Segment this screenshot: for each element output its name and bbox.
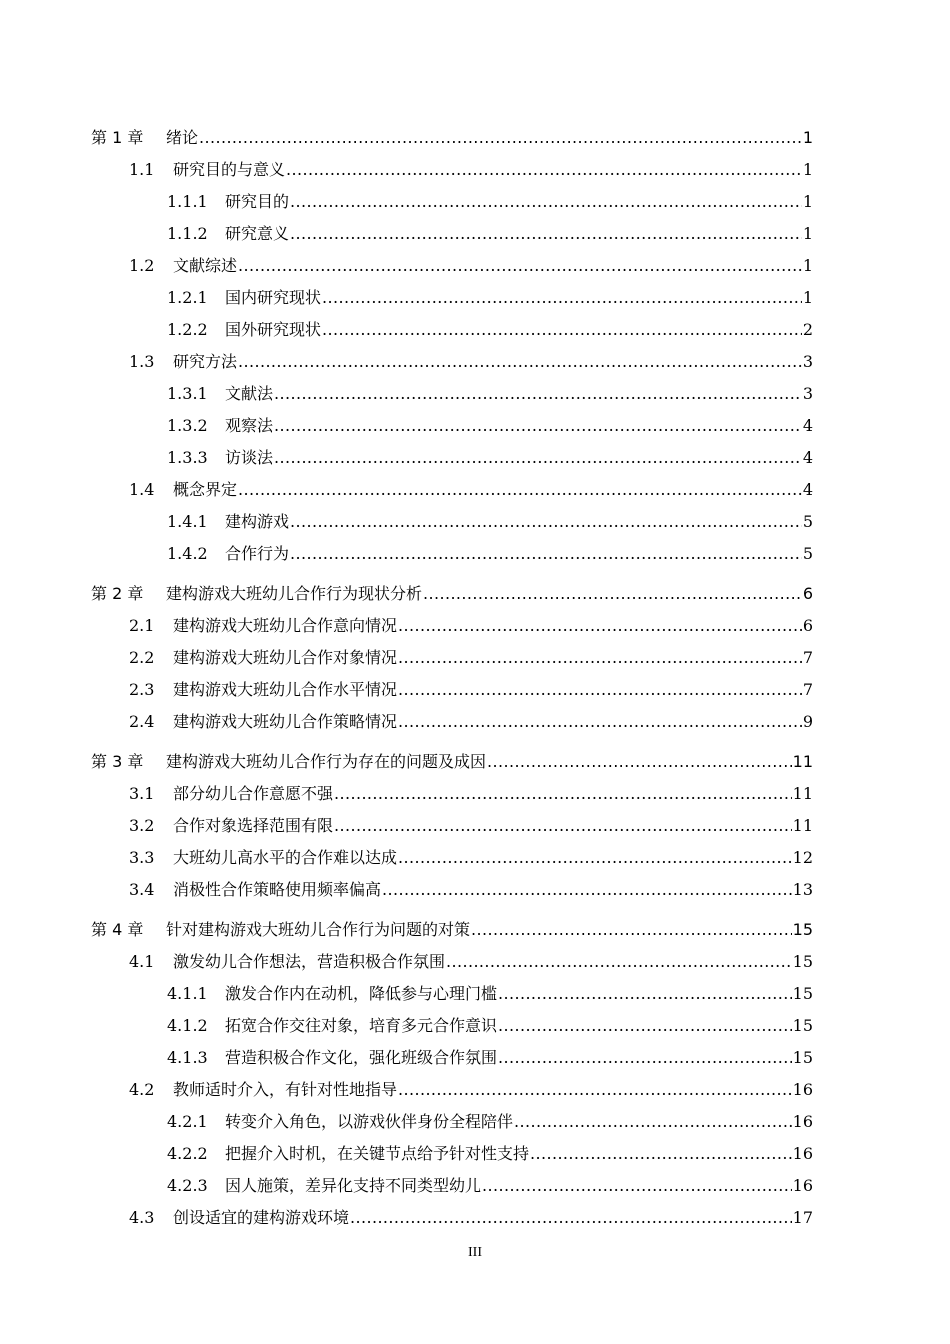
toc-entry-page: 1 [802, 288, 813, 307]
toc-entry-title: 访谈法 [225, 448, 274, 467]
toc-section-entry[interactable] [91, 148, 813, 180]
toc-subsection-entry[interactable] [91, 436, 813, 468]
toc-section-entry[interactable] [91, 668, 813, 700]
toc-entry-page: 4 [802, 448, 813, 467]
toc-entry-number: 1.1.1 [167, 192, 208, 211]
toc-subsection-entry[interactable] [91, 372, 813, 404]
toc-dot-leader [286, 160, 802, 180]
toc-entry-title: 研究目的与意义 [173, 160, 286, 179]
toc-dot-leader [199, 128, 802, 148]
toc-subsection-entry[interactable] [91, 1004, 813, 1036]
toc-entry-title: 合作行为 [225, 544, 290, 563]
toc-dot-leader [398, 648, 802, 668]
toc-entry-number: 4.1 [129, 952, 155, 971]
toc-chapter-entry[interactable] [91, 572, 813, 604]
toc-dot-leader [482, 1176, 792, 1196]
toc-dot-leader [498, 984, 792, 1004]
toc-entry-number: 2.2 [129, 648, 155, 667]
toc-entry-title: 教师适时介入，有针对性地指导 [173, 1080, 398, 1099]
toc-entry-page: 16 [792, 1144, 813, 1163]
toc-entry-title: 国内研究现状 [225, 288, 322, 307]
toc-entry-number: 4.1.1 [167, 984, 208, 1003]
toc-entry-title: 因人施策，差异化支持不同类型幼儿 [225, 1176, 482, 1195]
toc-dot-leader [274, 384, 802, 404]
toc-dot-leader [274, 448, 802, 468]
toc-entry-number: 1.2.2 [167, 320, 208, 339]
toc-entry-title: 研究目的 [225, 192, 290, 211]
toc-subsection-entry[interactable] [91, 276, 813, 308]
toc-entry-page: 1 [802, 128, 813, 147]
toc-section-entry[interactable] [91, 1196, 813, 1228]
toc-entry-title: 转变介入角色，以游戏伙伴身份全程陪伴 [225, 1112, 514, 1131]
toc-entry-number: 2.4 [129, 712, 155, 731]
toc-entry-page: 1 [802, 160, 813, 179]
toc-entry-title: 建构游戏大班幼儿合作水平情况 [173, 680, 398, 699]
toc-entry-number: 1.3 [129, 352, 155, 371]
toc-section-entry[interactable] [91, 804, 813, 836]
toc-entry-title: 大班幼儿高水平的合作难以达成 [173, 848, 398, 867]
toc-dot-leader [498, 1048, 792, 1068]
toc-entry-page: 2 [802, 320, 813, 339]
toc-dot-leader [322, 320, 802, 340]
toc-section-entry[interactable] [91, 244, 813, 276]
toc-dot-leader [334, 784, 792, 804]
toc-entry-title: 概念界定 [173, 480, 238, 499]
toc-entry-title: 合作对象选择范围有限 [173, 816, 334, 835]
toc-dot-leader [471, 920, 792, 940]
toc-section-entry[interactable] [91, 340, 813, 372]
toc-entry-page: 1 [802, 256, 813, 275]
toc-entry-title: 营造积极合作文化，强化班级合作氛围 [225, 1048, 498, 1067]
toc-entry-number: 3.4 [129, 880, 155, 899]
toc-dot-leader [382, 880, 792, 900]
toc-dot-leader [398, 616, 802, 636]
toc-subsection-entry[interactable] [91, 500, 813, 532]
toc-entry-title: 激发幼儿合作想法，营造积极合作氛围 [173, 952, 446, 971]
toc-dot-leader [290, 512, 802, 532]
toc-entry-page: 6 [802, 616, 813, 635]
toc-entry-number: 4.2 [129, 1080, 155, 1099]
toc-entry-page: 15 [792, 984, 813, 1003]
toc-entry-page: 12 [792, 848, 813, 867]
toc-entry-title: 绪论 [166, 128, 199, 147]
table-of-contents [91, 116, 813, 1228]
toc-entry-number: 1.1 [129, 160, 155, 179]
page-number-footer: III [468, 1245, 482, 1260]
toc-chapter-entry[interactable] [91, 908, 813, 940]
toc-entry-page: 5 [802, 544, 813, 563]
toc-entry-number: 4.2.1 [167, 1112, 208, 1131]
toc-entry-number: 3.2 [129, 816, 155, 835]
toc-entry-number: 2.1 [129, 616, 155, 635]
toc-dot-leader [446, 952, 792, 972]
toc-entry-title: 建构游戏大班幼儿合作意向情况 [173, 616, 398, 635]
toc-entry-number: 1.2.1 [167, 288, 208, 307]
toc-dot-leader [290, 192, 802, 212]
toc-section-entry[interactable] [91, 868, 813, 900]
toc-entry-page: 6 [802, 584, 813, 603]
toc-entry-title: 针对建构游戏大班幼儿合作行为问题的对策 [166, 920, 471, 939]
toc-entry-number: 4.2.2 [167, 1144, 208, 1163]
toc-dot-leader [290, 544, 802, 564]
toc-subsection-entry[interactable] [91, 1036, 813, 1068]
toc-entry-title: 部分幼儿合作意愿不强 [173, 784, 334, 803]
toc-dot-leader [238, 480, 802, 500]
toc-subsection-entry[interactable] [91, 212, 813, 244]
toc-entry-title: 建构游戏 [225, 512, 290, 531]
toc-entry-title: 消极性合作策略使用频率偏高 [173, 880, 382, 899]
toc-entry-number: 第 3 章 [91, 752, 144, 771]
toc-entry-number: 第 4 章 [91, 920, 144, 939]
toc-entry-page: 3 [802, 352, 813, 371]
toc-subsection-entry[interactable] [91, 532, 813, 564]
toc-subsection-entry[interactable] [91, 972, 813, 1004]
toc-section-entry[interactable] [91, 468, 813, 500]
toc-chapter-entry[interactable] [91, 116, 813, 148]
toc-entry-title: 创设适宜的建构游戏环境 [173, 1208, 350, 1227]
toc-entry-page: 11 [792, 752, 813, 771]
toc-dot-leader [238, 256, 802, 276]
toc-section-entry[interactable] [91, 700, 813, 732]
toc-subsection-entry[interactable] [91, 404, 813, 436]
toc-dot-leader [274, 416, 802, 436]
toc-entry-title: 文献综述 [173, 256, 238, 275]
toc-entry-number: 第 2 章 [91, 584, 144, 603]
toc-entry-page: 11 [792, 784, 813, 803]
toc-entry-number: 4.3 [129, 1208, 155, 1227]
toc-entry-title: 激发合作内在动机，降低参与心理门槛 [225, 984, 498, 1003]
toc-dot-leader [487, 752, 792, 772]
toc-section-entry[interactable] [91, 940, 813, 972]
toc-section-entry[interactable] [91, 636, 813, 668]
toc-entry-number: 第 1 章 [91, 128, 144, 147]
toc-entry-number: 4.1.3 [167, 1048, 208, 1067]
toc-entry-page: 16 [792, 1080, 813, 1099]
toc-subsection-entry[interactable] [91, 1132, 813, 1164]
toc-subsection-entry[interactable] [91, 1164, 813, 1196]
toc-entry-number: 1.2 [129, 256, 155, 275]
toc-entry-page: 15 [792, 952, 813, 971]
toc-entry-number: 4.2.3 [167, 1176, 208, 1195]
toc-entry-page: 7 [802, 680, 813, 699]
toc-entry-title: 研究意义 [225, 224, 290, 243]
toc-entry-number: 1.3.1 [167, 384, 208, 403]
toc-entry-page: 4 [802, 416, 813, 435]
toc-dot-leader [530, 1144, 792, 1164]
toc-section-entry[interactable] [91, 772, 813, 804]
toc-entry-number: 1.4.1 [167, 512, 208, 531]
toc-entry-number: 1.1.2 [167, 224, 208, 243]
toc-entry-page: 5 [802, 512, 813, 531]
toc-dot-leader [238, 352, 802, 372]
toc-dot-leader [334, 816, 792, 836]
toc-entry-page: 4 [802, 480, 813, 499]
toc-entry-number: 3.1 [129, 784, 155, 803]
toc-entry-page: 16 [792, 1112, 813, 1131]
toc-entry-title: 建构游戏大班幼儿合作行为现状分析 [166, 584, 423, 603]
toc-entry-title: 文献法 [225, 384, 274, 403]
toc-subsection-entry[interactable] [91, 180, 813, 212]
toc-entry-number: 1.3.2 [167, 416, 208, 435]
toc-entry-page: 11 [792, 816, 813, 835]
toc-dot-leader [350, 1208, 792, 1228]
toc-entry-title: 建构游戏大班幼儿合作对象情况 [173, 648, 398, 667]
toc-entry-title: 观察法 [225, 416, 274, 435]
toc-entry-page: 15 [792, 920, 813, 939]
toc-dot-leader [514, 1112, 792, 1132]
toc-entry-title: 把握介入时机，在关键节点给予针对性支持 [225, 1144, 530, 1163]
toc-dot-leader [398, 712, 802, 732]
toc-entry-page: 15 [792, 1016, 813, 1035]
toc-entry-number: 1.4 [129, 480, 155, 499]
toc-entry-title: 研究方法 [173, 352, 238, 371]
toc-entry-title: 建构游戏大班幼儿合作策略情况 [173, 712, 398, 731]
toc-entry-page: 13 [792, 880, 813, 899]
toc-entry-title: 国外研究现状 [225, 320, 322, 339]
toc-entry-number: 2.3 [129, 680, 155, 699]
toc-dot-leader [322, 288, 802, 308]
toc-entry-number: 3.3 [129, 848, 155, 867]
toc-dot-leader [498, 1016, 792, 1036]
toc-section-entry[interactable] [91, 836, 813, 868]
toc-dot-leader [423, 584, 802, 604]
toc-entry-number: 1.3.3 [167, 448, 208, 467]
toc-dot-leader [398, 680, 802, 700]
toc-entry-number: 4.1.2 [167, 1016, 208, 1035]
toc-entry-title: 建构游戏大班幼儿合作行为存在的问题及成因 [166, 752, 487, 771]
toc-subsection-entry[interactable] [91, 308, 813, 340]
toc-entry-page: 7 [802, 648, 813, 667]
toc-entry-number: 1.4.2 [167, 544, 208, 563]
toc-entry-page: 1 [802, 224, 813, 243]
toc-entry-title: 拓宽合作交往对象，培育多元合作意识 [225, 1016, 498, 1035]
toc-dot-leader [398, 848, 792, 868]
toc-dot-leader [398, 1080, 792, 1100]
toc-entry-page: 3 [802, 384, 813, 403]
toc-entry-page: 17 [792, 1208, 813, 1227]
toc-entry-page: 1 [802, 192, 813, 211]
toc-chapter-entry[interactable] [91, 740, 813, 772]
toc-subsection-entry[interactable] [91, 1100, 813, 1132]
toc-dot-leader [290, 224, 802, 244]
toc-section-entry[interactable] [91, 1068, 813, 1100]
toc-entry-page: 16 [792, 1176, 813, 1195]
toc-entry-page: 15 [792, 1048, 813, 1067]
toc-section-entry[interactable] [91, 604, 813, 636]
toc-entry-page: 9 [802, 712, 813, 731]
